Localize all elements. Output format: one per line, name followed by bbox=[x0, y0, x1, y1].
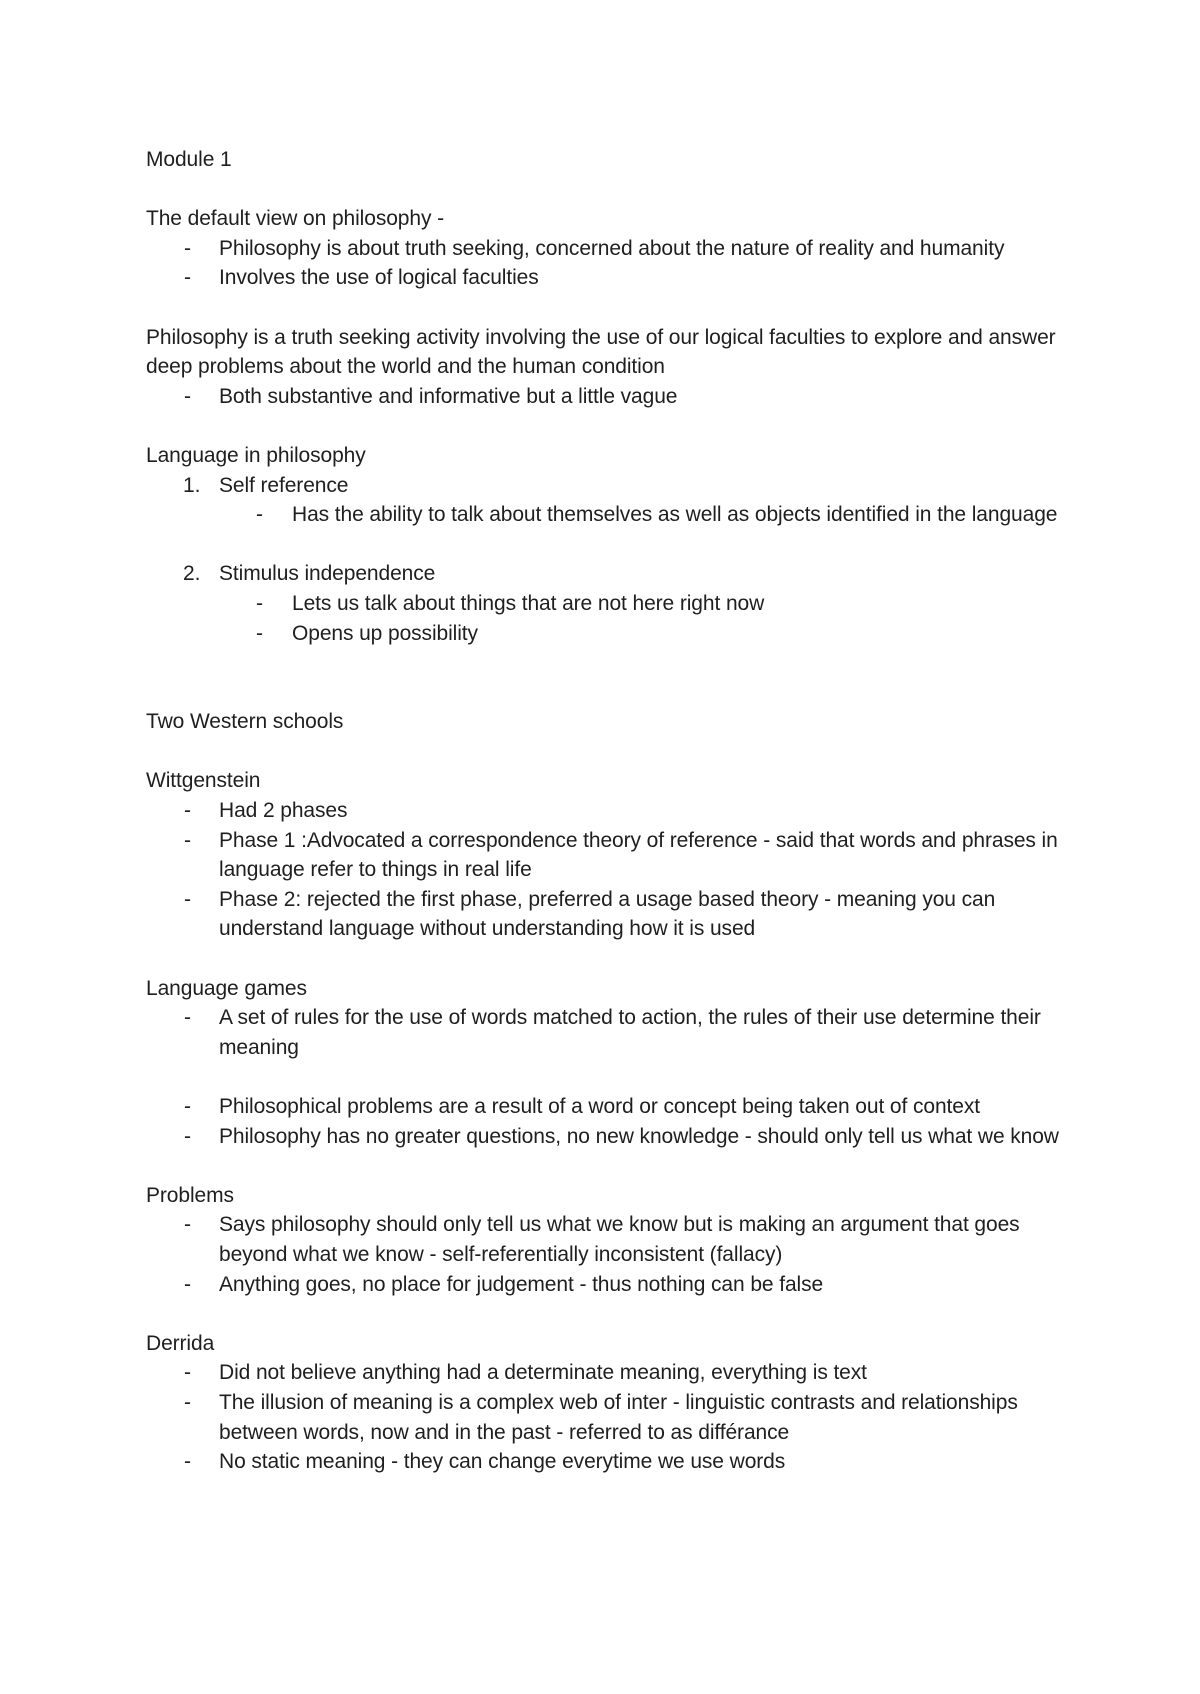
list-item-text: Self reference bbox=[219, 473, 349, 497]
list-item-text: Phase 1 :Advocated a correspondence theory of reference - said that words and phrases in language refer to things in real life bbox=[219, 828, 1058, 882]
paragraph: The default view on philosophy - bbox=[146, 207, 444, 231]
dash-bullet-icon: - bbox=[184, 236, 191, 260]
list-item-text: Stimulus independence bbox=[219, 562, 436, 586]
blank-line bbox=[146, 737, 1066, 767]
paragraph: Language in philosophy bbox=[146, 443, 366, 467]
list-item-text: Says philosophy should only tell us what we know but is making an argument that goes beyond what we know - self-referentially inconsistent (fallacy) bbox=[219, 1213, 1020, 1266]
bullet-list-item bbox=[146, 263, 1066, 293]
dash-bullet-icon: - bbox=[184, 1006, 191, 1030]
list-item-text: The illusion of meaning is a complex web of inter - linguistic contrasts and relationships between words, now and in the past - referred to as différance bbox=[219, 1390, 1018, 1444]
blank-line bbox=[146, 530, 1066, 560]
list-item-text: Had 2 phases bbox=[219, 799, 348, 823]
list-item-text: Both substantive and informative but a little vague bbox=[219, 384, 678, 408]
dash-bullet-icon: - bbox=[184, 1213, 191, 1237]
list-number: 1. bbox=[183, 473, 201, 497]
blank-line bbox=[146, 944, 1066, 974]
bullet-list-item bbox=[146, 589, 1066, 619]
dash-bullet-icon: - bbox=[184, 1361, 191, 1385]
dash-bullet-icon: - bbox=[184, 887, 191, 911]
list-item-text: Phase 2: rejected the first phase, preferred a usage based theory - meaning you can understand language without understanding how it is used bbox=[219, 887, 996, 941]
blank-line bbox=[146, 293, 1066, 323]
numbered-list-item bbox=[146, 559, 1066, 589]
dash-bullet-icon: - bbox=[256, 621, 263, 645]
dash-bullet-icon: - bbox=[184, 1272, 191, 1296]
dash-bullet-icon: - bbox=[184, 1124, 191, 1148]
bullet-list-item bbox=[146, 1358, 1066, 1388]
blank-line bbox=[146, 1151, 1066, 1181]
dash-bullet-icon: - bbox=[184, 828, 191, 852]
blank-line bbox=[146, 175, 1066, 205]
dash-bullet-icon: - bbox=[184, 266, 191, 290]
list-item-text: Philosophy is about truth seeking, concerned about the nature of reality and humanity bbox=[219, 236, 1005, 260]
bullet-list-item bbox=[146, 1210, 1066, 1269]
dash-bullet-icon: - bbox=[184, 1095, 191, 1118]
list-item-text: No static meaning - they can change everytime we use words bbox=[219, 1450, 786, 1474]
bullet-list-item bbox=[146, 796, 1066, 826]
bullet-list-item bbox=[146, 500, 1066, 530]
document-page bbox=[146, 145, 1066, 1477]
paragraph: Two Western schools bbox=[146, 710, 344, 734]
dash-bullet-icon: - bbox=[256, 591, 263, 615]
list-item-text: A set of rules for the use of words matched to action, the rules of their use determine their meaning bbox=[219, 1006, 1041, 1059]
list-item-text: Has the ability to talk about themselves as well as objects identified in the language bbox=[292, 503, 1058, 527]
paragraph: Philosophy is a truth seeking activity involving the use of our logical faculties to explore and answer deep problems about the world and the human condition bbox=[146, 325, 1056, 379]
list-item-text: Anything goes, no place for judgement - thus nothing can be false bbox=[219, 1272, 824, 1296]
dash-bullet-icon: - bbox=[256, 503, 263, 527]
bullet-list-item bbox=[146, 1003, 1066, 1062]
dash-bullet-icon: - bbox=[184, 799, 191, 823]
document-heading: Module 1 bbox=[146, 148, 232, 171]
bullet-list-item bbox=[146, 1122, 1066, 1152]
bullet-list-item bbox=[146, 1270, 1066, 1300]
bullet-list-item bbox=[146, 826, 1066, 885]
list-item-text: Involves the use of logical faculties bbox=[219, 266, 539, 290]
bullet-list-item bbox=[146, 1447, 1066, 1477]
list-item-text: Did not believe anything had a determinate meaning, everything is text bbox=[219, 1361, 867, 1385]
paragraph: Wittgenstein bbox=[146, 769, 261, 793]
bullet-list-item bbox=[146, 382, 1066, 412]
blank-line bbox=[146, 1062, 1066, 1092]
paragraph: Problems bbox=[146, 1183, 234, 1207]
blank-line bbox=[146, 648, 1066, 707]
paragraph: Derrida bbox=[146, 1331, 215, 1355]
numbered-list-item bbox=[146, 471, 1066, 501]
list-item-text: Philosophy has no greater questions, no new knowledge - should only tell us what we know bbox=[219, 1124, 1059, 1148]
bullet-list-item bbox=[146, 1092, 1066, 1122]
bullet-list-item bbox=[146, 234, 1066, 264]
list-item-text: Opens up possibility bbox=[292, 621, 478, 645]
dash-bullet-icon: - bbox=[184, 1450, 191, 1474]
bullet-list-item bbox=[146, 619, 1066, 649]
bullet-list-item bbox=[146, 885, 1066, 944]
list-number: 2. bbox=[183, 562, 201, 586]
blank-line bbox=[146, 411, 1066, 441]
dash-bullet-icon: - bbox=[184, 1390, 191, 1414]
paragraph: Language games bbox=[146, 976, 307, 1000]
blank-line bbox=[146, 1299, 1066, 1329]
dash-bullet-icon: - bbox=[184, 384, 191, 408]
list-item-text: Philosophical problems are a result of a word or concept being taken out of context bbox=[219, 1095, 980, 1118]
list-item-text: Lets us talk about things that are not here right now bbox=[292, 591, 765, 615]
bullet-list-item bbox=[146, 1388, 1066, 1447]
